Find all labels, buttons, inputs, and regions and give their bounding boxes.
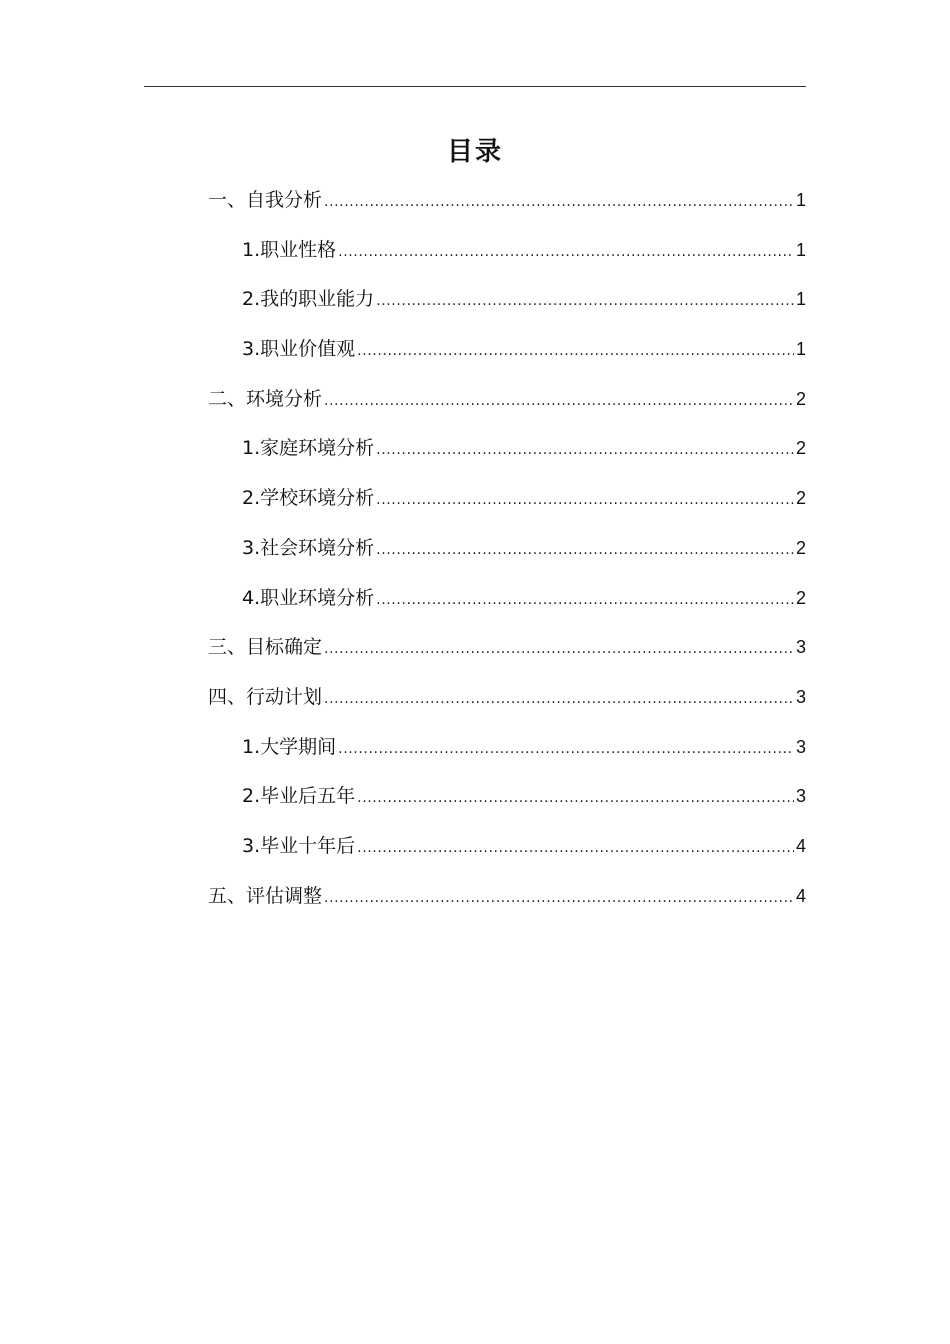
dot-leader <box>376 532 794 568</box>
toc-entry[interactable] <box>208 182 806 232</box>
dot-leader <box>357 780 794 816</box>
toc-entry-label: 3.毕业十年后 <box>242 834 356 857</box>
dot-leader <box>376 283 794 319</box>
toc-entry[interactable] <box>208 729 806 779</box>
dot-leader <box>338 234 794 270</box>
dot-leader <box>376 582 794 618</box>
dot-leader <box>357 333 794 369</box>
toc-entry-page: 2 <box>795 388 806 409</box>
toc-entry-page: 1 <box>795 239 806 260</box>
toc-list <box>208 182 806 927</box>
dot-leader <box>376 432 794 468</box>
toc-entry-label: 二、环境分析 <box>208 387 323 410</box>
toc-entry-page: 3 <box>795 786 806 807</box>
toc-entry[interactable] <box>208 331 806 381</box>
dot-leader <box>357 830 794 866</box>
dot-leader <box>324 631 794 667</box>
toc-entry-label: 三、目标确定 <box>208 636 323 659</box>
toc-entry-page: 2 <box>795 537 806 558</box>
dot-leader <box>376 482 794 518</box>
toc-entry-page: 4 <box>795 835 806 856</box>
dot-leader <box>324 681 794 717</box>
toc-entry-page: 2 <box>795 438 806 459</box>
toc-entry-label: 五、评估调整 <box>208 884 323 907</box>
toc-entry-label: 3.社会环境分析 <box>242 536 375 559</box>
toc-entry-label: 4.职业环境分析 <box>242 586 375 609</box>
toc-entry[interactable] <box>208 530 806 580</box>
toc-entry-page: 1 <box>795 339 806 360</box>
toc-entry-page: 3 <box>795 736 806 757</box>
toc-entry-label: 1.大学期间 <box>242 735 337 758</box>
toc-entry[interactable] <box>208 381 806 431</box>
toc-title: 目录 <box>446 137 503 167</box>
toc-entry-page: 4 <box>795 885 806 906</box>
toc-entry[interactable] <box>208 878 806 928</box>
toc-entry[interactable] <box>208 629 806 679</box>
toc-entry-page: 2 <box>795 587 806 608</box>
dot-leader <box>324 880 794 916</box>
dot-leader <box>324 184 794 220</box>
toc-entry[interactable] <box>208 828 806 878</box>
toc-entry[interactable] <box>208 281 806 331</box>
toc-entry-label: 2.毕业后五年 <box>242 785 356 808</box>
toc-entry[interactable] <box>208 480 806 530</box>
toc-entry[interactable] <box>208 580 806 630</box>
toc-entry-label: 一、自我分析 <box>208 189 323 211</box>
toc-entry-label: 2.我的职业能力 <box>242 288 375 311</box>
header-rule <box>144 86 806 87</box>
toc-entry-page: 3 <box>795 637 806 658</box>
dot-leader <box>324 383 794 419</box>
toc-entry-label: 四、行动计划 <box>208 685 323 708</box>
toc-entry-page: 1 <box>795 289 806 310</box>
toc-entry[interactable] <box>208 679 806 729</box>
toc-entry-label: 3.职业价值观 <box>242 338 356 361</box>
toc-entry[interactable] <box>208 430 806 480</box>
dot-leader <box>338 731 794 767</box>
toc-entry[interactable] <box>208 778 806 828</box>
toc-entry-page: 1 <box>795 190 806 210</box>
toc-entry-label: 1.职业性格 <box>242 238 337 261</box>
toc-entry-label: 2.学校环境分析 <box>242 487 375 510</box>
toc-entry-page: 2 <box>795 488 806 509</box>
toc-entry-page: 3 <box>795 686 806 707</box>
toc-entry-label: 1.家庭环境分析 <box>242 437 375 460</box>
toc-entry[interactable] <box>208 232 806 282</box>
